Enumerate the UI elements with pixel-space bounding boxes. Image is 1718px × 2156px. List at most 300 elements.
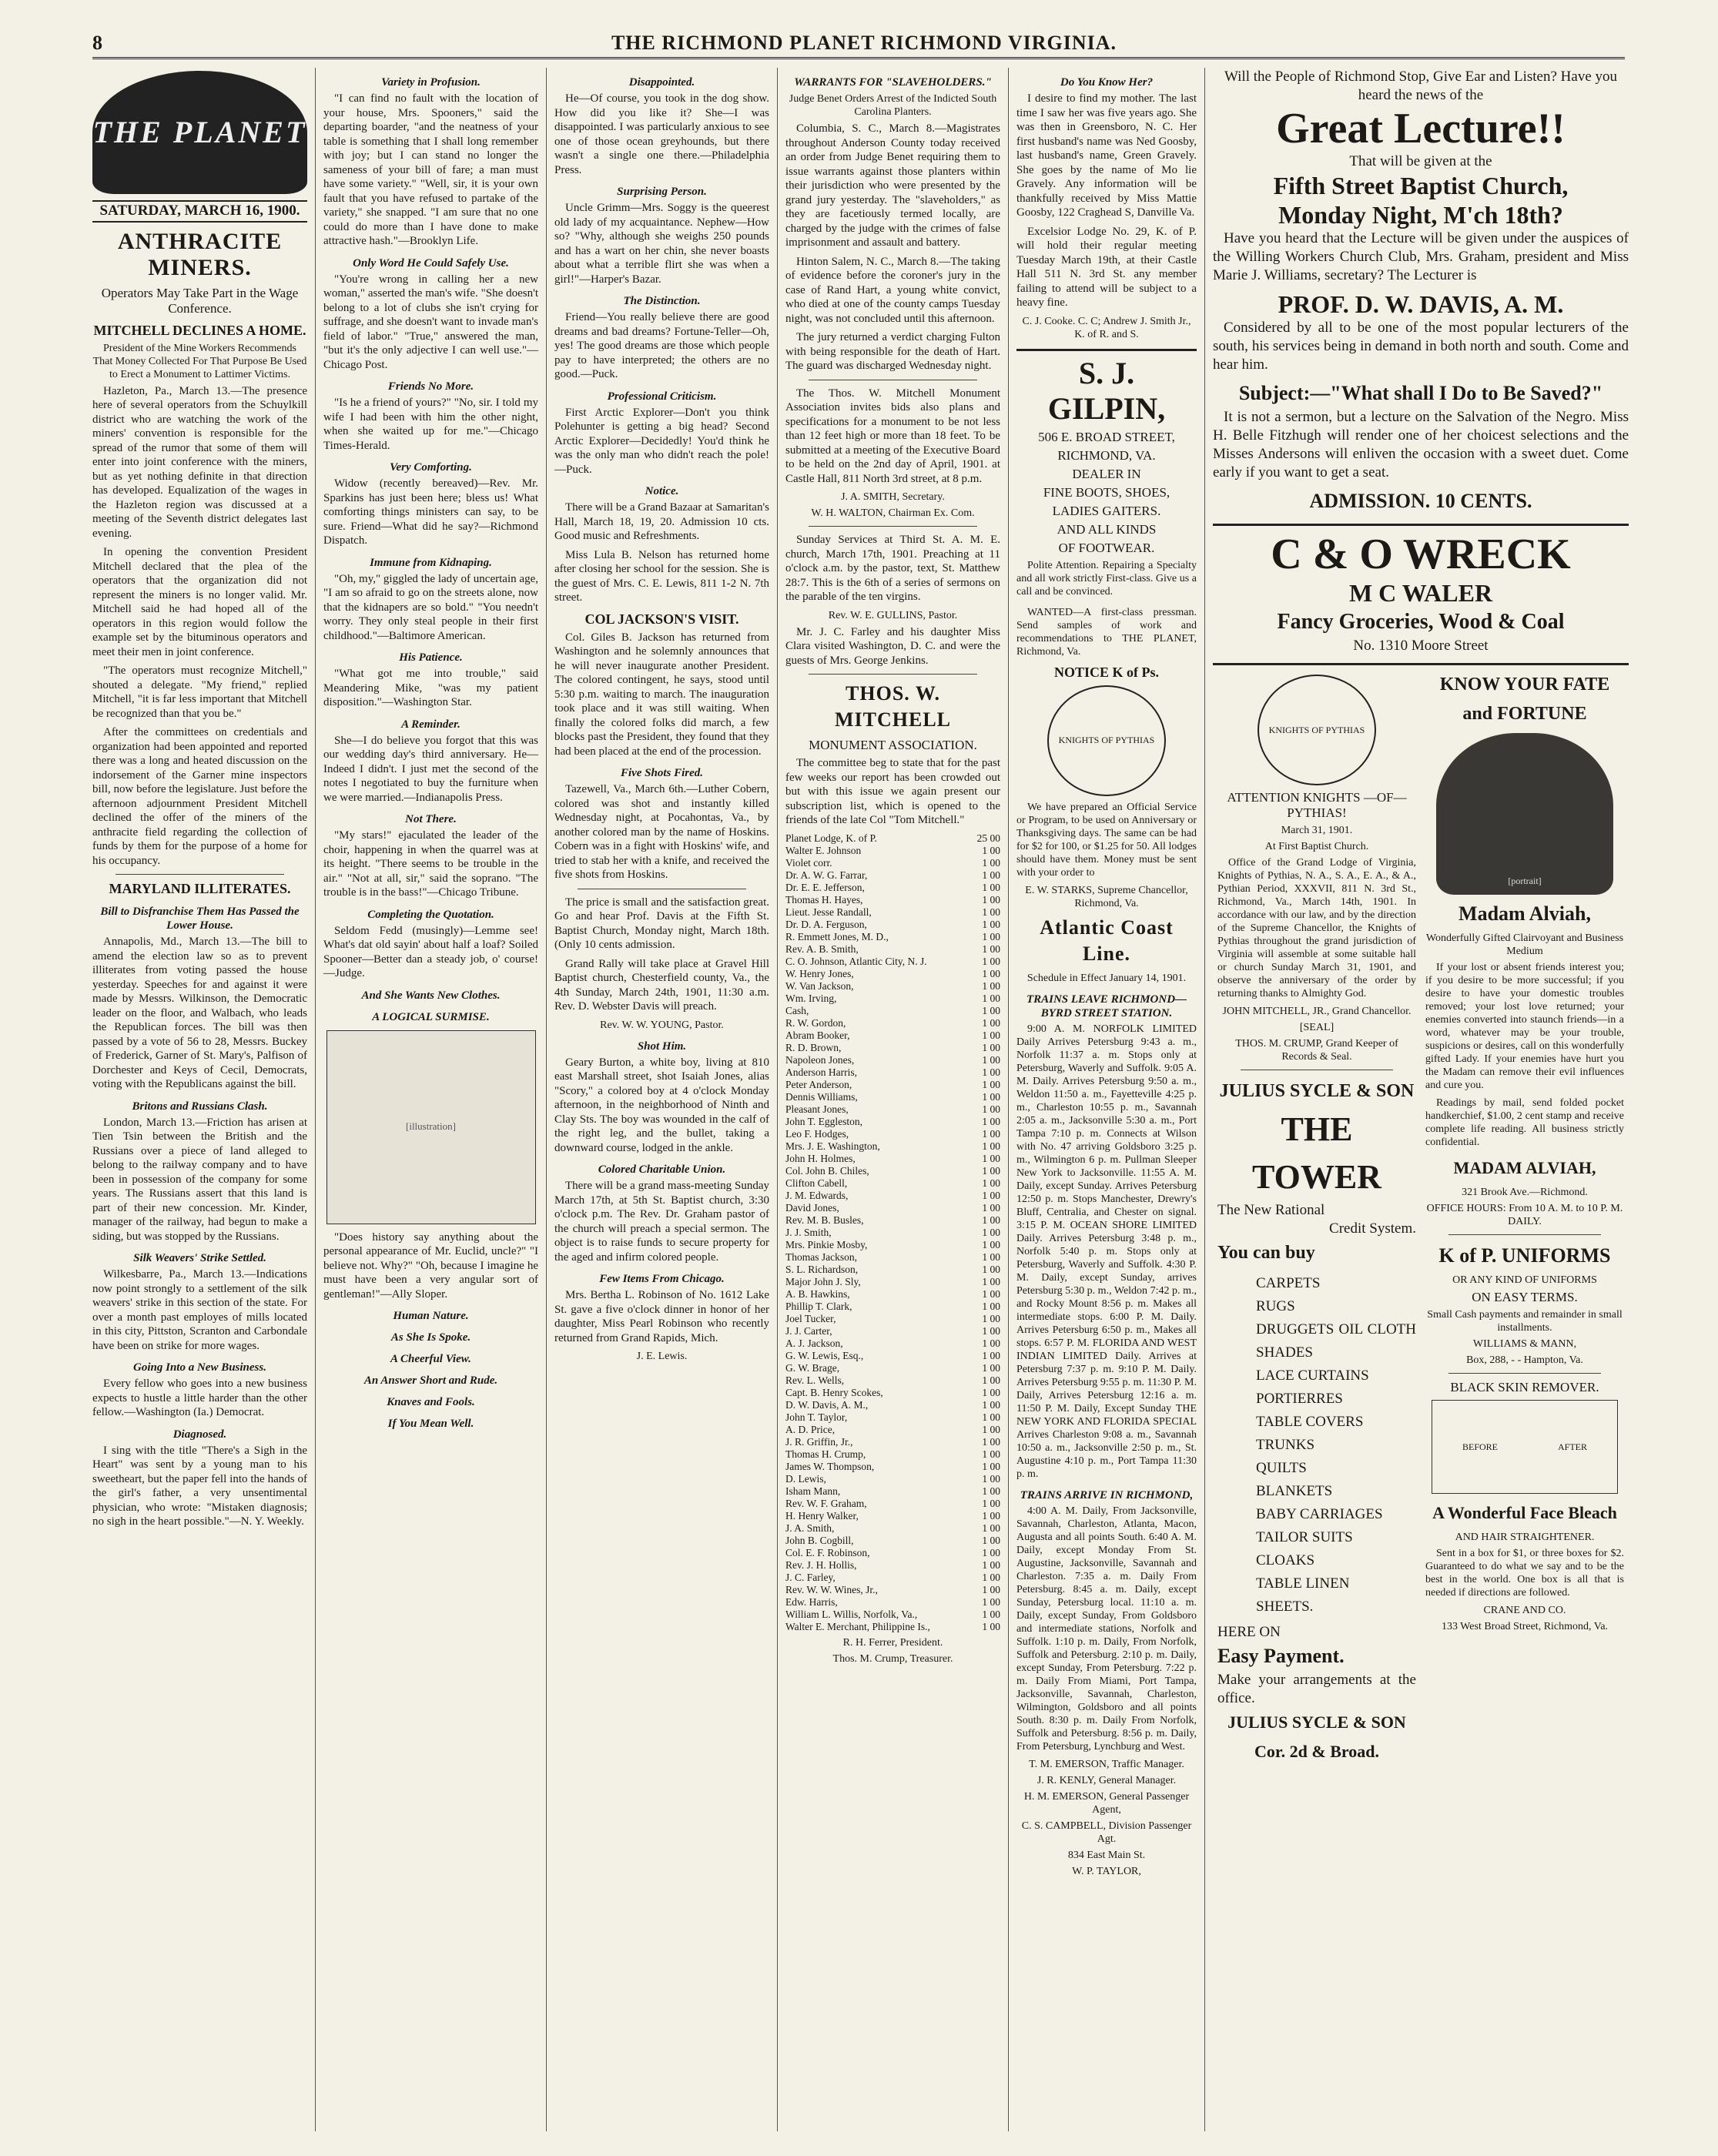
subscription-row: [785, 1227, 1000, 1239]
subscription-row: [785, 1559, 1000, 1572]
article-paragraph: "I can find no fault with the location of your house, Mrs. Spooners," said the departing boarder, "and the neatness of your table is something that I shall long remember with joy; but I can stand no longer the sameness of your bill of fare; a man must have some variety." "Well, sir, it is your own fault that you have refused to partake of the variety," she snapped. "I am sure that no one could do more than I have done to make attractive hash."—Brooklyn Life.: [323, 92, 538, 247]
signature: Rev. W. W. YOUNG, Pastor.: [600, 1019, 724, 1031]
subscriber-name: Dr. D. A. Ferguson,: [785, 918, 867, 930]
lecture-subject: Subject:—"What shall I Do to Be Saved?": [1238, 382, 1603, 404]
subscription-row: [785, 1054, 1000, 1066]
article-paragraph: I desire to find my mother. The last time I saw her was five years ago. She was then in Greensboro, N. C. Her first husband's name was Ned Goosby, last husband's name, Green Gravely. She goes by the name of Mo lie Gravely. Any information will be thankfully received by Miss Mattie Goosby, 122 Craghead S, Danville Va.: [1016, 92, 1197, 219]
uniforms-head: K of P. UNIFORMS: [1438, 1244, 1611, 1267]
headline-acl: Atlantic Coast Line.: [1040, 916, 1174, 965]
subscription-amount: 1 00: [982, 1398, 1000, 1411]
article-paragraph: There will be a Grand Bazaar at Samaritan's Hall, March 18, 19, 20. Admission 10 cts. Good music and Refreshments.: [554, 501, 769, 542]
headline: As She Is Spoke.: [390, 1331, 471, 1344]
subscriber-name: G. W. Lewis, Esq.,: [785, 1349, 864, 1361]
subscription-amount: 1 00: [982, 1472, 1000, 1485]
signature: W. H. WALTON, Chairman Ex. Com.: [811, 507, 975, 519]
subscription-row: [785, 1473, 1000, 1485]
subscription-row: [785, 1387, 1000, 1399]
subscription-row: [785, 1153, 1000, 1165]
lecture-lead: Will the People of Richmond Stop, Give Ear and Listen? Have you heard the news of the: [1224, 69, 1617, 103]
acl-leave: TRAINS LEAVE RICHMOND—BYRD STREET STATION.: [1026, 993, 1187, 1019]
sycle-items-list: [1217, 1272, 1416, 1619]
before-after-faces: [1432, 1400, 1618, 1494]
headline-mitchell-monument: THOS. W. MITCHELL: [834, 682, 952, 731]
remover-head: BLACK SKIN REMOVER.: [1450, 1380, 1599, 1394]
subscription-row: [785, 1251, 1000, 1264]
subscription-amount: 1 00: [982, 881, 1000, 893]
subscriber-name: Wm. Irving,: [785, 992, 837, 1004]
headline: Completing the Quotation.: [367, 908, 494, 921]
divider: [1448, 1373, 1601, 1374]
subscription-amount: 1 00: [982, 1078, 1000, 1090]
subscriber-name: Col. John B. Chiles,: [785, 1164, 869, 1177]
sycle-item: BLANKETS: [1256, 1483, 1333, 1499]
subscription-amount: 1 00: [982, 893, 1000, 906]
subscription-amount: 1 00: [982, 1152, 1000, 1164]
subscriber-name: H. Henry Walker,: [785, 1509, 859, 1522]
subscriber-name: J. R. Griffin, Jr.,: [785, 1435, 853, 1448]
subscription-row: [785, 1079, 1000, 1091]
subscriber-name: Rev. J. H. Hollis,: [785, 1558, 857, 1571]
gilpin-dealer: DEALER IN: [1072, 466, 1141, 481]
subscriber-name: Mrs. Pinkie Mosby,: [785, 1238, 868, 1250]
headline: Notice.: [645, 485, 679, 497]
article-paragraph: The Thos. W. Mitchell Monument Association invites bids also plans and specifications for a monument to be not less than 12 feet high or more than 18 feet. To be submitted at a meeting of the Executive Board to be held on the 2nd day of April, 1901. at Castle Hall, 811 North 3rd street, at 8 p.m.: [785, 387, 1000, 485]
sycle-item: DRUGGETS OIL CLOTH SHADES: [1256, 1321, 1416, 1361]
subscriber-name: Pleasant Jones,: [785, 1103, 849, 1115]
subscription-row: [785, 968, 1000, 980]
article-paragraph: London, March 13.—Friction has arisen at Tien Tsin between the British and the Russians over a piece of land alleged to belong to the railway company and to have been in possession of the company for some years. The Russians assert that this land is part of their new concession. Mr. Kinder, manager of the railway, had begun to make a siding, but was stopped by the Russians.: [92, 1116, 307, 1243]
article-paragraph: Hazleton, Pa., March 13.—The presence here of several operators from the Schuylkill district who are watching the work of the miners' convention is responsible for the spread of the rumor that some of them will enter into joint conference with the miners, but as yet nothing definite in that direction has developed. Equalization of the wages in the Hazleton region was discussed at a meeting of the Seventh district delegates last evening.: [92, 384, 307, 540]
headline: A Cheerful View.: [390, 1353, 471, 1365]
subscriber-name: Rev. W. W. Wines, Jr.,: [785, 1583, 878, 1595]
subscription-row: [785, 1584, 1000, 1596]
subscription-row: [785, 1140, 1000, 1153]
column-1: [85, 68, 316, 2131]
subscriber-name: Edw. Harris,: [785, 1595, 838, 1608]
subscriber-name: G. W. Brage,: [785, 1361, 840, 1374]
lecturer-desc: Considered by all to be one of the most popular lecturers of the south, his services being in demand in both north and south. Come and hear him.: [1213, 320, 1629, 373]
subscription-row: [785, 857, 1000, 869]
sycle-buy: You can buy: [1217, 1243, 1315, 1263]
subscription-amount: 1 00: [982, 1226, 1000, 1238]
subscriber-name: Anderson Harris,: [785, 1066, 857, 1078]
subscription-amount: 1 00: [982, 1004, 1000, 1016]
column-2: [316, 68, 547, 2131]
subscription-row: [785, 1276, 1000, 1288]
subscription-row: [785, 882, 1000, 894]
subscription-amount: 1 00: [982, 1016, 1000, 1029]
subscriber-name: Napoleon Jones,: [785, 1053, 855, 1066]
subscription-row: [785, 1362, 1000, 1374]
subscription-row: [785, 1202, 1000, 1214]
subscriber-name: Lieut. Jesse Randall,: [785, 906, 872, 918]
signature: E. W. STARKS, Supreme Chancellor, Richmond, Va.: [1025, 884, 1188, 909]
article-paragraph: "Does history say anything about the personal appearance of Mr. Euclid, uncle?" "I believe not. Why?" "Oh, because I imagine he must have been a very angular sort of gentleman!"—Ally Sloper.: [323, 1230, 538, 1301]
article-paragraph: "The operators must recognize Mitchell," shouted a delegate. "My friend," replied Mitchell, "it is far less important that Mitchell be recognized than that you be.": [92, 665, 307, 720]
subscription-amount: 1 00: [982, 1066, 1000, 1078]
subscription-amount: 1 00: [982, 1300, 1000, 1312]
divider: [116, 874, 284, 875]
signature: J. A. SMITH, Secretary.: [841, 491, 945, 503]
subscription-amount: 1 00: [982, 1374, 1000, 1386]
gilpin-goods: FINE BOOTS, SHOES,: [1043, 484, 1170, 500]
subscriber-name: James W. Thompson,: [785, 1460, 875, 1472]
subscriber-name: S. L. Richardson,: [785, 1263, 859, 1275]
gilpin-goods: LADIES GAITERS.: [1052, 503, 1161, 518]
sycle-item: TRUNKS: [1256, 1437, 1315, 1453]
article-paragraph: Columbia, S. C., March 8.—Magistrates throughout Anderson County today received an order from Judge Benet requiring them to issue warrants against those planters within their jurisdiction who were presented by the grand jury yesterday. The "slaveholders," as they are facetiously termed locally, are charged by the judge with the crimes of false imprisonment and assault and battery.: [785, 122, 1000, 249]
kp-attention: ATTENTION KNIGHTS —OF— PYTHIAS!: [1227, 790, 1407, 820]
subscription-amount: 1 00: [982, 1509, 1000, 1522]
subscriber-name: D. Lewis,: [785, 1472, 826, 1485]
gilpin-goods: OF FOOTWEAR.: [1058, 540, 1155, 555]
headline: The Distinction.: [623, 295, 701, 307]
subscription-amount: 1 00: [982, 1534, 1000, 1546]
subscription-row: [785, 1042, 1000, 1054]
subscriber-name: J. J. Carter,: [785, 1324, 832, 1337]
lecture-when: That will be given at the: [1349, 153, 1492, 169]
subscriber-name: W. Van Jackson,: [785, 979, 854, 992]
subscriber-name: R. Emmett Jones, M. D.,: [785, 930, 889, 942]
subscription-row: [785, 1621, 1000, 1633]
uniforms-firm: WILLIAMS & MANN,: [1472, 1338, 1577, 1350]
subscriber-name: Isham Mann,: [785, 1485, 841, 1497]
subscription-row: [785, 919, 1000, 931]
subscription-row: [785, 869, 1000, 882]
sycle-item: QUILTS: [1256, 1460, 1307, 1476]
lower-left-ads: [1213, 670, 1421, 1766]
acl-schedule: Schedule in Effect January 14, 1901.: [1026, 972, 1187, 984]
subscriber-name: Rev. L. Wells,: [785, 1374, 845, 1386]
headline: Five Shots Fired.: [620, 767, 704, 779]
article-paragraph: The price is small and the satisfaction great. Go and hear Prof. Davis at the Fifth St. Baptist Church, Monday night, March 18th. (Only 10 cents admission.: [554, 896, 769, 951]
sycle-item: PORTIERRES: [1256, 1391, 1343, 1407]
subscriber-name: A. J. Jackson,: [785, 1337, 843, 1349]
subscription-row: [785, 1190, 1000, 1202]
subscription-amount: 1 00: [982, 942, 1000, 955]
subscription-amount: 1 00: [982, 844, 1000, 856]
subscriber-name: Rev. W. F. Graham,: [785, 1497, 867, 1509]
signature: J. E. Lewis.: [636, 1351, 688, 1362]
subscription-amount: 1 00: [982, 1115, 1000, 1127]
uniforms-body: Small Cash payments and remainder in small installments.: [1427, 1309, 1623, 1334]
article-paragraph: The committee beg to state that for the past few weeks our report has been crowded out but with this issue we again present our subscription list, which is opened to the friends of the late Col "Tom Mitchell.": [785, 757, 1000, 826]
subscriber-name: Dr. A. W. G. Farrar,: [785, 869, 868, 881]
subscription-row: [785, 1264, 1000, 1276]
article-paragraph: Col. Giles B. Jackson has returned from Washington and he solemnly announces that he will never inaugurate another President. The colored contingent, he says, stood until 5:30 p.m. waiting to march. The inauguration took place and it was still waiting. When finally the colored folks did march, a few blocks past the President, they found that they had been placed at the end of the procession.: [554, 631, 769, 758]
article-paragraph: Hinton Salem, N. C., March 8.—The taking of evidence before the coroner's jury in the case of Rand Hart, a young white convict, who died at one of the county camps Tuesday night, was not concluded until this afternoon.: [785, 255, 1000, 325]
signature: Thos. M. Crump, Treasurer.: [832, 1652, 953, 1665]
subscriber-name: Violet corr.: [785, 856, 832, 869]
remover-firm: CRANE AND CO.: [1483, 1605, 1566, 1616]
headline-diagnosed: Diagnosed.: [172, 1428, 227, 1441]
sycle-item: TAILOR SUITS: [1256, 1529, 1353, 1545]
article-paragraph: Miss Lula B. Nelson has returned home after closing her school for the session. She is the guest of Mrs. C. E. Lewis, 811 1-2 N. 7th street.: [554, 548, 769, 604]
subscription-amount: 1 00: [982, 1497, 1000, 1509]
subscription-row: [785, 1029, 1000, 1042]
subscription-amount: 1 00: [982, 1349, 1000, 1361]
subscription-row: [785, 1313, 1000, 1325]
subscriber-name: Dennis Williams,: [785, 1090, 858, 1103]
subscription-amount: 1 00: [982, 1337, 1000, 1349]
alviah-tag: Wonderfully Gifted Clairvoyant and Business Medium: [1425, 932, 1624, 957]
article-paragraph: Every fellow who goes into a new business expects to hustle a little harder than the other fellow.—Washington (Ia.) Democrat.: [92, 1378, 307, 1418]
kp-signature: THOS. M. CRUMP, Grand Keeper of Records & Seal.: [1235, 1038, 1398, 1063]
sycle-item: TABLE COVERS: [1256, 1414, 1364, 1430]
subscriber-name: J. C. Farley,: [785, 1571, 836, 1583]
subscriber-name: Planet Lodge, K. of P.: [785, 832, 877, 844]
subhead-president: President of the Mine Workers Recommends That Money Collected For That Purpose Be Used to Erect a Monument to Lattimer Victims.: [92, 342, 307, 380]
signature: H. M. EMERSON, General Passenger Agent,: [1023, 1790, 1190, 1816]
lecture-date: Monday Night, M'ch 18th?: [1278, 201, 1563, 229]
before-label: BEFORE: [1462, 1441, 1498, 1452]
sycle-address: Cor. 2d & Broad.: [1254, 1742, 1379, 1761]
subhead-maryland: Bill to Disfranchise Them Has Passed the Lower House.: [100, 906, 300, 932]
subscription-row: [785, 1609, 1000, 1621]
alviah-name: Madam Alviah,: [1458, 902, 1591, 925]
article-paragraph: He—Of course, you took in the dog show. How did you like it? She—I was disappointed. I was particularly anxious to see one of those ocean greyhounds, but there wasn't a single one there.—Philadelphia Press.: [554, 92, 769, 176]
subscription-amount: 1 00: [982, 1411, 1000, 1423]
subscriber-name: David Jones,: [785, 1201, 839, 1214]
lower-ads: [1213, 663, 1629, 1766]
subscription-amount: 1 00: [982, 1485, 1000, 1497]
subscription-row: [785, 1448, 1000, 1461]
subscription-amount: 1 00: [982, 1386, 1000, 1398]
subscription-amount: 1 00: [982, 979, 1000, 992]
subscription-list: [785, 832, 1000, 1633]
article-paragraph: Wilkesbarre, Pa., March 13.—Indications now point strongly to a settlement of the silk weavers' strike in this section of the state. For over a month past employes of mills located in this city, Pittston, Scranton and Carbondale have been on strike for more wages.: [92, 1268, 307, 1352]
lecture-admission: ADMISSION. 10 CENTS.: [1309, 490, 1532, 512]
alviah-body: If your lost or absent friends interest you; if you desire to be more successful; if you desire to have your domestic troubles removed; your lost love returned; your enemies converted into staunch friends—in a word, whatever may be your trouble, suspicions or desires, call on this wonderfully gifted Lady. If your enemies have hurt you the Madam can remove their evil influences and cure you.: [1425, 962, 1624, 1091]
subscription-row: [785, 1374, 1000, 1387]
subscription-amount: 25 00: [976, 832, 1000, 844]
subscription-amount: 1 00: [982, 1361, 1000, 1374]
lecture-title: Great Lecture!!: [1276, 105, 1566, 152]
subscriber-name: Thomas H. Crump,: [785, 1448, 866, 1460]
subscription-amount: 1 00: [982, 1312, 1000, 1324]
lower-right-ads: [1421, 670, 1629, 1766]
sycle-item: TABLE LINEN: [1256, 1575, 1350, 1592]
subscription-row: [785, 1411, 1000, 1424]
subscription-row: [785, 832, 1000, 845]
lecture-place: Fifth Street Baptist Church,: [1273, 172, 1569, 199]
headline: Few Items From Chicago.: [599, 1273, 725, 1285]
subscriber-name: R. D. Brown,: [785, 1041, 842, 1053]
headline: Very Comforting.: [390, 461, 472, 474]
subhead-operators: Operators May Take Part in the Wage Conference.: [101, 285, 299, 316]
alviah-portrait: [portrait]: [1436, 733, 1613, 895]
article-paragraph: The jury returned a verdict charging Fulton with being responsible for the death of Hart. The guard was discharged Wednesday night.: [785, 331, 1000, 372]
subhead: Judge Benet Orders Arrest of the Indicted South Carolina Planters.: [789, 93, 997, 118]
subscriber-name: John T. Eggleston,: [785, 1115, 862, 1127]
sycle-arrangements: Make your arrangements at the office.: [1217, 1672, 1416, 1706]
article-paragraph: Mr. J. C. Farley and his daughter Miss Clara visited Washington, D. C. and were the guests of Mrs. George Jenkins.: [785, 625, 1000, 667]
column-6-ads: [1205, 68, 1636, 2131]
article-paragraph: Sunday Services at Third St. A. M. E. church, March 17th, 1901. Preaching at 11 o'clock a.m. by the pastor, text, St. Matthew 28:7. This is the 6th of a series of sermons on the parable of the ten virgins.: [785, 534, 1000, 603]
subscription-row: [785, 1116, 1000, 1128]
headline-business: Going Into a New Business.: [133, 1361, 266, 1374]
article-paragraph: I sing with the title "There's a Sigh in the Heart" was sent by a young man to his sweetheart, but the paper fell into the hands of the girl's father, a very unsentimental physician, who wrote: "Mistaken diagnosis; no sigh in the heart possible."—N. Y. Weekly.: [92, 1444, 307, 1528]
subscriber-name: Cash,: [785, 1004, 809, 1016]
wreck-name: M C WALER: [1348, 579, 1493, 607]
subscription-amount: 1 00: [982, 1238, 1000, 1250]
headline: Only Word He Could Safely Use.: [353, 256, 509, 270]
signature: R. H. Ferrer, President.: [842, 1636, 943, 1649]
sycle-here: HERE ON: [1217, 1624, 1281, 1640]
signature: W. P. TAYLOR,: [1072, 1865, 1141, 1877]
lecture-subject-body: It is not a sermon, but a lecture on the Salvation of the Negro. Miss H. Belle Fitzhugh will render one of her choicest selections and the Misses Andersons will enliven the occasion with a sweet duet. Come early if you want to get a seat.: [1213, 409, 1629, 480]
divider: [1448, 1234, 1601, 1235]
subscription-row: [785, 1288, 1000, 1301]
gilpin-note: Polite Attention. Repairing a Specialty and all work strictly First-class. Give us a call and be convinced.: [1016, 559, 1197, 598]
subscription-row: [785, 1325, 1000, 1337]
subscription-row: [785, 1005, 1000, 1017]
subscriber-name: Peter Anderson,: [785, 1078, 852, 1090]
headline: Disappointed.: [628, 76, 695, 89]
subscription-amount: 1 00: [982, 1448, 1000, 1460]
sycle-name: JULIUS SYCLE & SON: [1227, 1712, 1406, 1732]
signature: C. J. Cooke. C. C; Andrew J. Smith Jr., K. of R. and S.: [1022, 315, 1191, 340]
subscription-amount: 1 00: [982, 1546, 1000, 1558]
article-paragraph: "Is he a friend of yours?" "No, sir. I told my wife I had been with him the other night, when she waited up for me."—Chicago Times-Herald.: [323, 397, 538, 452]
subscription-row: [785, 931, 1000, 943]
sycle-item: BABY CARRIAGES: [1256, 1506, 1383, 1522]
subscription-row: [785, 1091, 1000, 1103]
article-paragraph: She—I do believe you forgot that this was our wedding day's third anniversary. He—Indeed I didn't. I just met the second of the notes I negotiated to buy the furniture when we were married.—Indianapolis Press.: [323, 734, 538, 804]
subscriber-name: Walter E. Johnson: [785, 844, 862, 856]
headline-warrants: WARRANTS FOR "SLAVEHOLDERS.": [794, 76, 992, 89]
subscription-row: [785, 894, 1000, 906]
headline: Shot Him.: [637, 1040, 687, 1053]
subscription-amount: 1 00: [982, 1263, 1000, 1275]
headline: Professional Criticism.: [607, 390, 717, 403]
article-paragraph: After the committees on credentials and organization had been appointed and reported there was a long and heated discussion on the indorsement of the Garner mine inspectors bill, now before the legislature. Just before the afternoon adjournment President Mitchell declined the offer of the miners of the anthracite field regarding the collection of funds by them for the purpose of a home for his occupancy.: [92, 726, 307, 867]
subscription-row: [785, 1103, 1000, 1116]
article-paragraph: Friend—You really believe there are good dreams and bad dreams? Fortune-Teller—Oh, yes! The good dreams are those which people pay to have interpreted; the others are no good.—Puck.: [554, 311, 769, 380]
article-paragraph: Grand Rally will take place at Gravel Hill Baptist church, Chesterfield county, Va., the 4th Sunday, March 24th, 1901, 11:30 a.m. Rev. D. Webster Davis will preach.: [554, 957, 769, 1013]
subscriber-name: A. B. Hawkins,: [785, 1287, 850, 1300]
subscription-row: [785, 943, 1000, 956]
kp-seal: [SEAL]: [1299, 1022, 1335, 1033]
sycle-easy: Easy Payment.: [1217, 1645, 1345, 1667]
headline: His Patience.: [399, 651, 463, 664]
subscription-amount: 1 00: [982, 869, 1000, 881]
remover-body: Sent in a box for $1, or three boxes for $2. Guaranteed to do what we say and to be the best in the world. One box is all that is needed if directions are followed.: [1425, 1548, 1624, 1599]
subscription-amount: 1 00: [982, 1275, 1000, 1287]
headline: Knaves and Fools.: [387, 1396, 475, 1408]
subscriber-name: R. W. Gordon,: [785, 1016, 846, 1029]
subscription-amount: 1 00: [982, 955, 1000, 967]
subscription-amount: 1 00: [982, 1250, 1000, 1263]
gilpin-address: 506 E. BROAD STREET,: [1038, 429, 1175, 444]
alviah-address: 321 Brook Ave.—Richmond.: [1462, 1187, 1588, 1198]
alviah-hours: OFFICE HOURS: From 10 A. M. to 10 P. M. DAILY.: [1426, 1203, 1623, 1227]
subscription-row: [785, 1436, 1000, 1448]
column-4: [778, 68, 1009, 2131]
subscription-row: [785, 1547, 1000, 1559]
subscriber-name: D. W. Davis, A. M.,: [785, 1398, 869, 1411]
subscription-amount: 1 00: [982, 1522, 1000, 1534]
subscriber-name: C. O. Johnson, Atlantic City, N. J.: [785, 955, 927, 967]
subscription-amount: 1 00: [982, 1558, 1000, 1571]
article-paragraph: Annapolis, Md., March 13.—The bill to amend the election law so as to prevent illiterates from voting passed the house yesterday. Speeches for and against it were made by Messrs. Wilkinson, the Democratic leader on the floor, and Walbach, who leads the Republican forces. The bill was then passed by a vote of 56 to 28, Messrs. Buckey of Frederick, Garner of St. Mary's, Palfison of Dorchester and Keys of Cecil, Democrats, voting with the Republicans against the bill.: [92, 936, 307, 1090]
wanted-ad: WANTED—A first-class pressman. Send samples of work and recommendations to THE PLANET, Richmond, Va.: [1016, 606, 1197, 658]
article-paragraph: "My stars!" ejaculated the leader of the choir, happening in when the quarrel was at its height. "There seems to be trouble in the air." "Not at all, sir," said the soprano. "The trouble is in the bass!"—Chicago Tribune.: [323, 829, 538, 899]
headline: Friends No More.: [387, 380, 474, 393]
fate-head: KNOW YOUR FATE and FORTUNE: [1439, 675, 1610, 724]
sycle-item: LACE CURTAINS: [1256, 1368, 1369, 1384]
headline: Colored Charitable Union.: [598, 1163, 726, 1176]
dateline: SATURDAY, MARCH 16, 1900.: [92, 200, 307, 223]
wreck-address: No. 1310 Moore Street: [1353, 638, 1489, 654]
subscription-amount: 1 00: [982, 992, 1000, 1004]
subscription-row: [785, 1165, 1000, 1177]
remover-title: A Wonderful Face Bleach: [1432, 1503, 1617, 1522]
subscription-row: [785, 1510, 1000, 1522]
article-paragraph: Excelsior Lodge No. 29, K. of P. will hold their regular meeting Tuesday March 19th, at their Castle Hall 511 N. 3rd St. any member failing to attend will be subject to a heavy fine.: [1016, 225, 1197, 309]
article-paragraph: Widow (recently bereaved)—Rev. Mr. Sparkins has just been here; bless us! What comforting things ministers can say, to be sure. Friend—What did he say?—Richmond Dispatch.: [323, 477, 538, 547]
subscriber-name: Walter E. Merchant, Philippine Is.,: [785, 1620, 930, 1632]
subscription-row: [785, 1424, 1000, 1436]
column-5: [1009, 68, 1205, 2131]
subscription-row: [785, 1239, 1000, 1251]
headline: A Reminder.: [401, 718, 460, 731]
subscriber-name: A. D. Price,: [785, 1423, 836, 1435]
headline-silk: Silk Weavers' Strike Settled.: [133, 1252, 266, 1264]
headline-maryland: MARYLAND ILLITERATES.: [109, 881, 291, 896]
article-paragraph: "Oh, my," giggled the lady of uncertain age, "I am so afraid to go on the streets alone, now that the kidnapers are so bold." "You needn't worry. They only steal people in their first childhood."—Baltimore American.: [323, 572, 538, 642]
sycle-name: JULIUS SYCLE & SON: [1219, 1081, 1415, 1101]
article-paragraph: In opening the convention President Mitchell declared that the plea of the operators that the organization did not represent the miners is no longer valid. Mr. Mitchell said he had hoped all of the operators in this region would follow the example set by the bituminous operators and meet their men in joint conference.: [92, 546, 307, 658]
subscription-amount: 1 00: [982, 1103, 1000, 1115]
signature: Rev. W. E. GULLINS, Pastor.: [828, 609, 958, 621]
gilpin-ad: [1016, 349, 1197, 598]
alviah-name: MADAM ALVIAH,: [1453, 1158, 1596, 1177]
subscription-row: [785, 1572, 1000, 1584]
subscription-row: [785, 1485, 1000, 1498]
cartoon-illustration: [illustration]: [327, 1030, 536, 1224]
subscription-amount: 1 00: [982, 1620, 1000, 1632]
notice-body: We have prepared an Official Service or Program, to be used on Anniversary or Thanksgiving days. The same can be had for $2 for 100, or $1.25 for 50. All lodges should have them. Money must be sent with your order to: [1016, 801, 1197, 879]
wreck-title: C & O WRECK: [1271, 531, 1571, 578]
headline-jackson: COL JACKSON'S VISIT.: [584, 611, 739, 627]
subscription-amount: 1 00: [982, 1140, 1000, 1152]
headline: Human Nature.: [393, 1310, 469, 1322]
article-paragraph: There will be a grand mass-meeting Sunday March 17th, at 5th St. Baptist church, 3:30 o'clock p.m. The Rev. Dr. Graham pastor of the church will preach a special sermon. The object is to raise funds to secure property for the aged and infirm colored people.: [554, 1180, 769, 1264]
sycle-tag: Credit System.: [1329, 1220, 1416, 1237]
subscription-row: [785, 1177, 1000, 1190]
headline: Variety in Profusion.: [381, 76, 481, 89]
subscriber-name: J. A. Smith,: [785, 1522, 835, 1534]
knights-emblem-icon: KNIGHTS OF PYTHIAS: [1258, 675, 1376, 785]
notice-kp-head: NOTICE K of Ps.: [1053, 664, 1159, 680]
signature: T. M. EMERSON, Traffic Manager.: [1029, 1758, 1184, 1770]
sycle-item: SHEETS.: [1256, 1599, 1314, 1615]
subscription-amount: 1 00: [982, 1127, 1000, 1140]
divider: [809, 674, 977, 675]
headline-anthracite: ANTHRACITE MINERS.: [117, 228, 283, 280]
subscription-amount: 1 00: [982, 1608, 1000, 1620]
subscriber-name: Phillip T. Clark,: [785, 1300, 852, 1312]
alviah-mail: Readings by mail, send folded pocket handkerchief, $1.00, 2 cent stamp and receive complete life reading. All business strictly confidential.: [1425, 1097, 1624, 1148]
uniforms-sub: OR ANY KIND OF UNIFORMS: [1452, 1274, 1597, 1286]
subscription-row: [785, 1301, 1000, 1313]
subscriber-name: W. Henry Jones,: [785, 967, 854, 979]
subscription-amount: 1 00: [982, 1177, 1000, 1189]
signature: J. R. KENLY, General Manager.: [1036, 1774, 1177, 1786]
sycle-item: RUGS: [1256, 1298, 1295, 1314]
article-paragraph: Geary Burton, a white boy, living at 810 east Marshall street, shot Isaiah Jones, alias "Scory," a colored boy at 4 o'clock Monday afternoon, in the neighborhood of Ninth and Clay Sts. The boy was wounded in the calf of the right leg, and the bullet, taking a downward course, lodged in the ankle.: [554, 1056, 769, 1154]
